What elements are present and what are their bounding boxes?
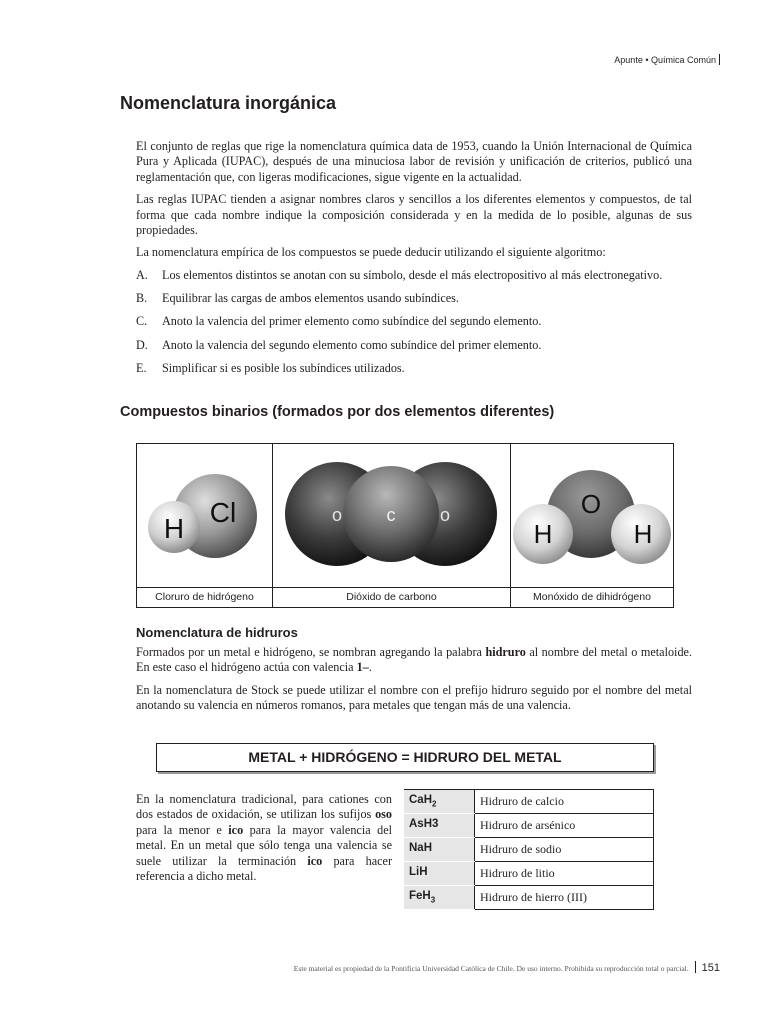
text-run: para hacer referencia a dicho metal. [136,853,392,884]
figure-caption: Dióxido de carbono [273,587,510,607]
atom-label: O [580,489,602,519]
formula-cell [404,862,475,886]
hydrides-paragraph-2: En la nomenclatura de Stock se puede utilizar el nombre con el prefijo hidruro seguido por el nombre del metal anotando su valencia en números romanos, para metales que tengan más de una valencia. [136,682,692,713]
text-run: Formados por un metal e hidrógeno, se nombran agregando la palabra [136,645,486,659]
formula-symbol: LiH [409,866,428,879]
bold-term: 1– [356,660,369,675]
algorithm-list [136,268,692,384]
table-row [404,862,654,886]
text-run: En la nomenclatura tradicional, para cationes con dos estados de oxidación, se utilizan los sufijos [136,792,392,822]
text-run: para la mayor valencia del metal. En un metal que sólo tenga una valencia se suele utilizar la terminación [136,822,393,868]
intro-paragraph-1: El conjunto de reglas que rige la nomenclatura química data de 1953, cuando la Unión Internacional de Química Pura y Aplicada (IUPAC), después de una minuciosa labor de revisión y unificación de criterios, publicó una reglamentación que, con ligeras modificaciones, sigue vigente en la actualidad. [136,139,692,184]
atom-label: c [386,505,396,525]
running-head [614,54,720,65]
bold-term: hidruro [485,645,526,659]
atom-label: H [163,513,185,544]
formula-subscript: 2 [432,799,437,809]
table-row [404,886,654,910]
hcl-model-icon [137,444,271,589]
step-text: Equilibrar las cargas de ambos elementos usando subíndices. [162,291,459,306]
section-heading-binary: Compuestos binarios (formados por dos elementos diferentes) [120,404,555,420]
running-head-text: Apunte • Química Común [614,55,716,65]
formula-symbol: FeH [409,890,431,903]
atom-label: H [633,519,653,549]
formula-cell [404,886,475,910]
formula-cell [404,814,475,838]
text-run: para la menor e [136,822,229,837]
bold-term: oso [375,807,392,822]
formula-box: METAL + HIDRÓGENO = HIDRURO DEL METAL [156,743,654,772]
intro-section [136,139,692,384]
algorithm-step [136,268,692,291]
hydrides-section [136,645,692,714]
running-head-rule [719,54,720,65]
step-letter: D. [136,337,148,352]
molecule-figure [136,443,674,608]
step-letter: A. [136,267,148,282]
name-cell: Hidruro de calcio [475,790,654,814]
atom-label: o [331,505,343,525]
text-run: . [368,660,372,675]
step-letter: B. [136,291,148,306]
atom-label: Cl [209,497,237,528]
algorithm-step [136,338,692,361]
step-letter: C. [136,314,148,329]
h2o-model-icon [511,444,674,589]
bold-term: ico [228,822,244,837]
algorithm-step [136,291,692,314]
formula-cell [404,838,475,862]
name-cell: Hidruro de arsénico [475,814,654,838]
name-cell: Hidruro de sodio [475,838,654,862]
algorithm-step [136,314,692,337]
table-row [404,838,654,862]
traditional-nomenclature-text [136,792,392,884]
formula-symbol: CaH [409,794,433,807]
atom-label: o [439,505,451,525]
name-cell: Hidruro de hierro (III) [475,886,654,910]
copyright-note: Este material es propiedad de la Pontificia Universidad Católica de Chile. De uso interno. Prohibida su reproducción total o parcial. [293,964,689,973]
co2-model-icon [273,444,510,589]
molecule-hcl [137,444,272,607]
formula-subscript: 3 [430,895,436,905]
atom-label: H [533,519,553,549]
intro-paragraph-3: La nomenclatura empírica de los compuestos se puede deducir utilizando el siguiente algoritmo: [136,245,606,260]
section-heading-hydrides: Nomenclatura de hidruros [136,625,298,640]
bold-term: ico [307,853,323,868]
step-text: Los elementos distintos se anotan con su símbolo, desde el más electropositivo al más electronegativo. [162,267,663,282]
page-footer [294,961,720,974]
formula-symbol: AsH3 [409,818,439,831]
name-cell: Hidruro de litio [475,862,654,886]
table-row [404,790,654,814]
figure-caption: Cloruro de hidrógeno [137,587,272,607]
formula-cell [404,790,475,814]
figure-caption: Monóxido de dihidrógeno [511,587,673,607]
step-text: Anoto la valencia del primer elemento como subíndice del segundo elemento. [162,314,542,329]
molecule-h2o [510,444,673,607]
step-letter: E. [136,361,147,376]
hydrides-paragraph-1 [136,645,692,676]
step-text: Simplificar si es posible los subíndices utilizados. [162,361,405,376]
text-run: al nombre del metal o metaloide. En este caso el hidrógeno actúa con valencia [136,645,692,675]
formula-symbol: NaH [409,842,433,855]
page-number: 151 [701,962,720,974]
step-text: Anoto la valencia del segundo elemento como subíndice del primer elemento. [162,337,542,352]
hydrides-table [404,789,654,910]
algorithm-step [136,361,692,384]
table-row [404,814,654,838]
page-title: Nomenclatura inorgánica [120,93,337,113]
footer-rule [695,961,696,973]
intro-paragraph-2: Las reglas IUPAC tienden a asignar nombres claros y sencillos a los diferentes elementos y compuestos, de tal forma que cada nombre indique la composición considerada y en la medida de lo posible, algunas de sus propiedades. [136,192,692,238]
molecule-co2 [272,444,510,607]
